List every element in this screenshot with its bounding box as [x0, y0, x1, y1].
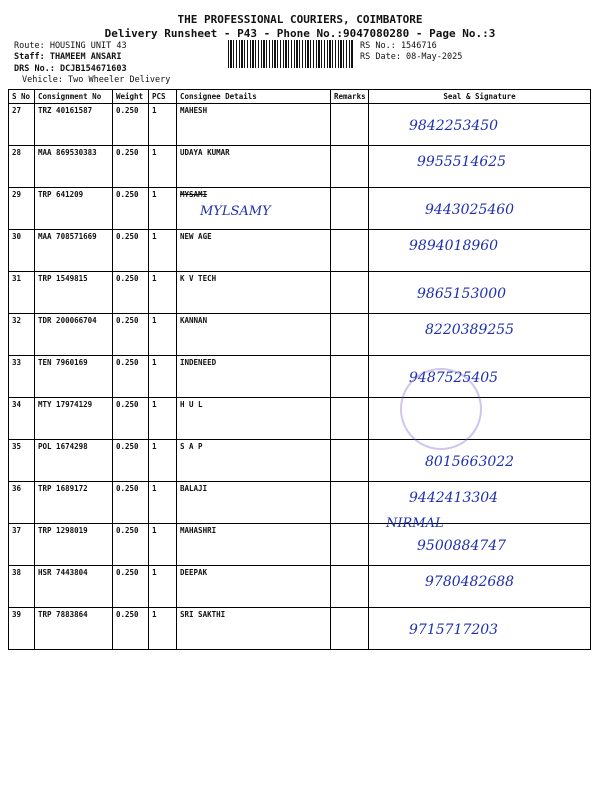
- cell-name: H U L: [177, 398, 331, 440]
- cell-remarks: [331, 608, 369, 650]
- cell-name: SRI SAKTHI: [177, 608, 331, 650]
- handwritten-phone: 9442413304: [409, 490, 499, 506]
- table-row: [9, 104, 591, 146]
- cell-cons: TDR 200066704: [35, 314, 113, 356]
- col-header-sno: S No: [9, 90, 35, 104]
- staff-label: Staff: THAMEEM ANSARI: [14, 52, 122, 62]
- cell-cons: MAA 869530383: [35, 146, 113, 188]
- cell-pcs: 1: [149, 356, 177, 398]
- rs-date: RS Date: 08-May-2025: [360, 52, 463, 62]
- cell-name: BALAJI: [177, 482, 331, 524]
- cell-sno: 29: [9, 188, 35, 230]
- handwritten-phone: 9715717203: [409, 622, 499, 638]
- cell-name: INDENEED: [177, 356, 331, 398]
- cell-cons: POL 1674298: [35, 440, 113, 482]
- cell-cons: TRZ 40161587: [35, 104, 113, 146]
- table-row: [9, 146, 591, 188]
- table-row: [9, 314, 591, 356]
- handwritten-phone: 9500884747: [417, 538, 507, 554]
- cell-name: MAHESH: [177, 104, 331, 146]
- cell-name: S A P: [177, 440, 331, 482]
- cell-cons: TRP 1689172: [35, 482, 113, 524]
- table-row: [9, 524, 591, 566]
- table-row: [9, 188, 591, 230]
- handwritten-correction: MYLSAMY: [200, 204, 271, 219]
- runsheet-table: [8, 89, 591, 650]
- col-header-signature: Seal & Signature: [369, 90, 591, 104]
- cell-signature: [369, 608, 591, 650]
- table-row: [9, 566, 591, 608]
- cell-cons: MAA 708571669: [35, 230, 113, 272]
- col-header-pcs: PCS: [149, 90, 177, 104]
- cell-signature: [369, 440, 591, 482]
- cell-weight: 0.250: [113, 272, 149, 314]
- cell-pcs: 1: [149, 314, 177, 356]
- cell-name: KANNAN: [177, 314, 331, 356]
- cell-remarks: [331, 566, 369, 608]
- cell-signature: [369, 314, 591, 356]
- cell-name: DEEPAK: [177, 566, 331, 608]
- col-header-weight: Weight: [113, 90, 149, 104]
- table-row: [9, 608, 591, 650]
- cell-weight: 0.250: [113, 608, 149, 650]
- cell-weight: 0.250: [113, 146, 149, 188]
- handwritten-name: NIRMAL: [386, 516, 444, 531]
- cell-pcs: 1: [149, 524, 177, 566]
- table-row: [9, 356, 591, 398]
- seal-stamp: [400, 368, 482, 450]
- cell-weight: 0.250: [113, 440, 149, 482]
- cell-signature: [369, 566, 591, 608]
- cell-cons: HSR 7443804: [35, 566, 113, 608]
- report-title: THE PROFESSIONAL COURIERS, COIMBATORE: [177, 13, 423, 26]
- cell-weight: 0.250: [113, 314, 149, 356]
- cell-name: NEW AGE: [177, 230, 331, 272]
- cell-weight: 0.250: [113, 482, 149, 524]
- cell-remarks: [331, 524, 369, 566]
- cell-remarks: [331, 482, 369, 524]
- table-header-row: [9, 90, 591, 104]
- handwritten-phone: 9443025460: [425, 202, 515, 218]
- cell-remarks: [331, 188, 369, 230]
- cell-pcs: 1: [149, 146, 177, 188]
- table-row: [9, 440, 591, 482]
- barcode: [228, 40, 353, 68]
- cell-name: MAHASHRI: [177, 524, 331, 566]
- cell-cons: MTY 17974129: [35, 398, 113, 440]
- cell-name: MYSAMI: [177, 188, 331, 230]
- col-header-remarks: Remarks: [331, 90, 369, 104]
- cell-pcs: 1: [149, 188, 177, 230]
- cell-remarks: [331, 104, 369, 146]
- cell-sno: 30: [9, 230, 35, 272]
- cell-sno: 31: [9, 272, 35, 314]
- handwritten-phone: 9894018960: [409, 238, 499, 254]
- table-row: [9, 398, 591, 440]
- cell-weight: 0.250: [113, 566, 149, 608]
- cell-sno: 33: [9, 356, 35, 398]
- handwritten-phone: 9955514625: [417, 154, 507, 170]
- handwritten-phone: 9865153000: [417, 286, 507, 302]
- cell-signature: [369, 230, 591, 272]
- cell-cons: TRP 1549815: [35, 272, 113, 314]
- cell-signature: [369, 356, 591, 398]
- cell-pcs: 1: [149, 440, 177, 482]
- cell-weight: 0.250: [113, 188, 149, 230]
- handwritten-phone: 9780482688: [425, 574, 515, 590]
- cell-weight: 0.250: [113, 104, 149, 146]
- cell-sno: 36: [9, 482, 35, 524]
- table-row: [9, 482, 591, 524]
- cell-pcs: 1: [149, 482, 177, 524]
- cell-pcs: 1: [149, 608, 177, 650]
- cell-remarks: [331, 146, 369, 188]
- cell-remarks: [331, 356, 369, 398]
- report-subtitle: Delivery Runsheet - P43 - Phone No.:9047080280 - Page No.:3: [104, 27, 496, 40]
- col-header-consignee: Consignee Details: [177, 90, 331, 104]
- rs-number: RS No.: 1546716: [360, 41, 437, 51]
- cell-weight: 0.250: [113, 230, 149, 272]
- cell-pcs: 1: [149, 566, 177, 608]
- cell-remarks: [331, 314, 369, 356]
- cell-cons: TRP 1298019: [35, 524, 113, 566]
- cell-signature: [369, 146, 591, 188]
- handwritten-phone: 9487525405: [409, 370, 499, 386]
- handwritten-phone: 9842253450: [409, 118, 499, 134]
- col-header-consignment: Consignment No: [35, 90, 113, 104]
- route-label: Route: HOUSING UNIT 43: [14, 41, 127, 51]
- cell-sno: 34: [9, 398, 35, 440]
- cell-pcs: 1: [149, 230, 177, 272]
- vehicle-label: Vehicle: Two Wheeler Delivery: [22, 75, 171, 85]
- cell-remarks: [331, 440, 369, 482]
- cell-weight: 0.250: [113, 356, 149, 398]
- drs-label: DRS No.: DCJB154671603: [14, 64, 127, 74]
- cell-sno: 32: [9, 314, 35, 356]
- cell-cons: TRP 7883864: [35, 608, 113, 650]
- handwritten-phone: 8220389255: [425, 322, 515, 338]
- cell-remarks: [331, 398, 369, 440]
- table-row: [9, 272, 591, 314]
- cell-weight: 0.250: [113, 524, 149, 566]
- cell-remarks: [331, 272, 369, 314]
- cell-sno: 37: [9, 524, 35, 566]
- cell-name: K V TECH: [177, 272, 331, 314]
- cell-sno: 38: [9, 566, 35, 608]
- handwritten-phone: 8015663022: [425, 454, 515, 470]
- cell-signature: [369, 104, 591, 146]
- cell-name: UDAYA KUMAR: [177, 146, 331, 188]
- cell-sno: 39: [9, 608, 35, 650]
- cell-signature: [369, 188, 591, 230]
- cell-pcs: 1: [149, 272, 177, 314]
- cell-sno: 28: [9, 146, 35, 188]
- cell-cons: TRP 641209: [35, 188, 113, 230]
- cell-weight: 0.250: [113, 398, 149, 440]
- cell-sno: 35: [9, 440, 35, 482]
- cell-sno: 27: [9, 104, 35, 146]
- table-row: [9, 230, 591, 272]
- cell-remarks: [331, 230, 369, 272]
- cell-pcs: 1: [149, 398, 177, 440]
- cell-signature: [369, 272, 591, 314]
- cell-cons: TEN 7960169: [35, 356, 113, 398]
- cell-pcs: 1: [149, 104, 177, 146]
